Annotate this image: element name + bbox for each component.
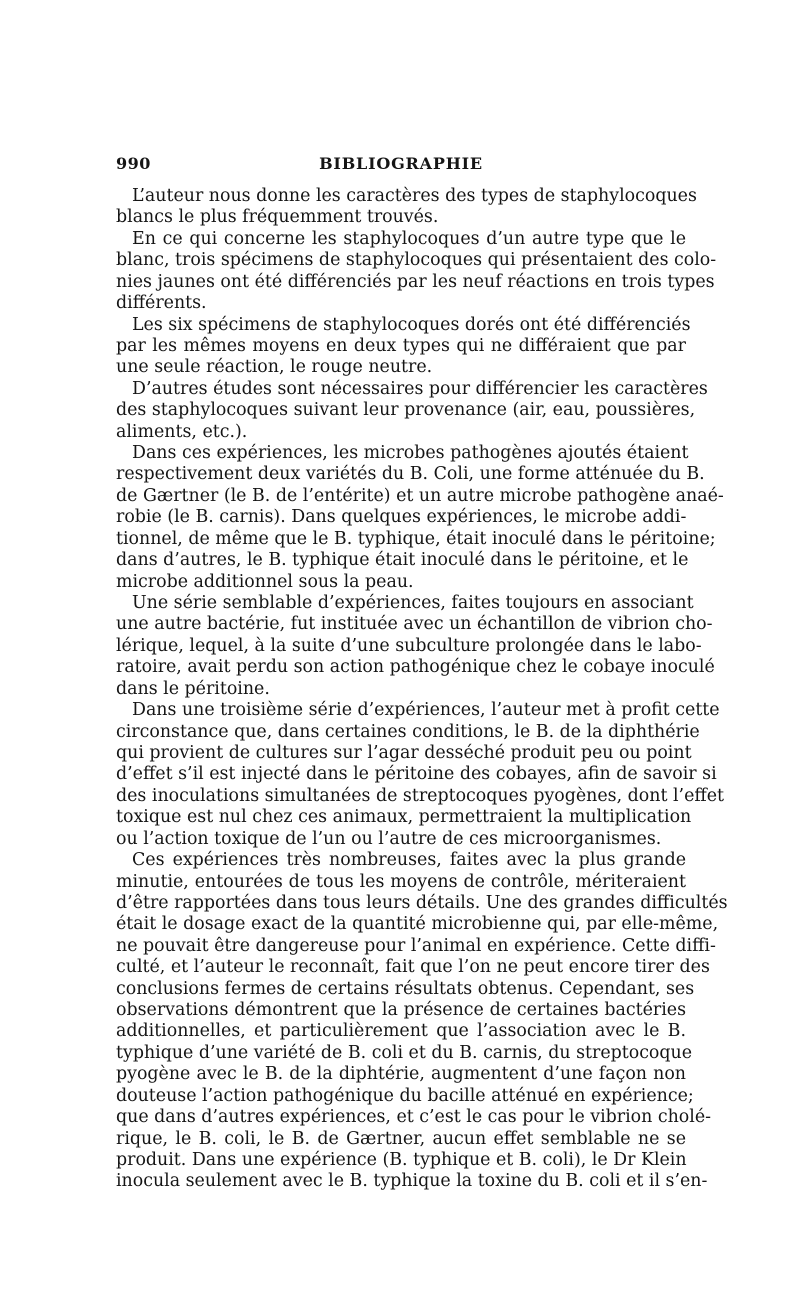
text-line: minutie, entourées de tous les moyens de contrôle, mériteraient	[116, 871, 686, 892]
text-line: ratoire, avait perdu son action pathogénique chez le cobaye inoculé	[116, 657, 715, 678]
text-line: pyogène avec le B. de la diphtérie, augmentent d’une façon non	[116, 1064, 686, 1085]
text-line: était le dosage exact de la quantité microbienne qui, par elle-même,	[116, 914, 719, 935]
page-number: 990	[116, 154, 151, 173]
text-line: nies jaunes ont été différenciés par les neuf réactions en trois types	[116, 271, 715, 292]
text-line: différents.	[116, 293, 207, 314]
text-line: Dans ces expériences, les microbes pathogènes ajoutés étaient	[132, 443, 689, 464]
text-line: typhique d’une variété de B. coli et du B. carnis, du streptocoque	[116, 1042, 693, 1063]
text-line: circonstance que, dans certaines conditions, le B. de la diphthérie	[116, 721, 700, 742]
text-line: des staphylocoques suivant leur provenance (air, eau, poussières,	[116, 400, 696, 421]
text-line: des inoculations simultanées de streptocoques pyogènes, dont l’effet	[116, 785, 724, 806]
text-line: que dans d’autres expériences, et c’est le cas pour le vibrion cholé-	[116, 1107, 711, 1128]
text-line: ne pouvait être dangereuse pour l’animal en expérience. Cette diffi-	[116, 935, 716, 956]
body-text	[116, 186, 728, 1193]
text-line: produit. Dans une expérience (B. typhique et B. coli), le Dr Klein	[116, 1149, 687, 1170]
text-line: blanc, trois spécimens de staphylocoques qui présentaient des colo-	[116, 250, 717, 271]
text-line: aliments, etc.).	[116, 421, 248, 442]
text-line: de Gærtner (le B. de l’entérite) et un autre microbe pathogène anaé-	[116, 485, 724, 506]
text-line: additionnelles, et particulièrement que l’association avec le B.	[116, 1021, 686, 1042]
text-line: observations démontrent que la présence de certaines bactéries	[116, 1000, 686, 1021]
text-line: lérique, lequel, à la suite d’une subculture prolongée dans le labo-	[116, 635, 702, 656]
text-line: qui provient de cultures sur l’agar desséché produit peu ou point	[116, 742, 692, 763]
text-line: blancs le plus fréquemment trouvés.	[116, 207, 439, 228]
text-line: dans le péritoine.	[116, 678, 270, 699]
text-line: rique, le B. coli, le B. de Gærtner, aucun effet semblable ne se	[116, 1128, 686, 1149]
text-line: Dans une troisième série d’expériences, l’auteur met à profit cette	[132, 700, 720, 721]
text-line: douteuse l’action pathogénique du bacille atténué en expérience;	[116, 1085, 694, 1106]
text-line: microbe additionnel sous la peau.	[116, 571, 414, 592]
text-line: inocula seulement avec le B. typhique la toxine du B. coli et il s’en-	[116, 1171, 708, 1192]
text-line: conclusions fermes de certains résultats obtenus. Cependant, ses	[116, 978, 695, 999]
text-line: dans d’autres, le B. typhique était inoculé dans le péritoine, et le	[116, 550, 689, 571]
text-line: tionnel, de même que le B. typhique, était inoculé dans le péritoine;	[116, 528, 716, 549]
text-line: Les six spécimens de staphylocoques dorés ont été différenciés	[132, 314, 691, 335]
text-line: toxique est nul chez ces animaux, permettraient la multiplication	[116, 807, 692, 828]
text-line: d’être rapportées dans tous leurs détails. Une des grandes difficultés	[116, 892, 728, 913]
text-line: Ces expériences très nombreuses, faites avec la plus grande	[132, 850, 686, 871]
text-line: ou l’action toxique de l’un ou l’autre de ces microorganismes.	[116, 828, 662, 849]
text-line: une seule réaction, le rouge neutre.	[116, 357, 433, 378]
running-head	[116, 154, 686, 176]
text-line: culté, et l’auteur le reconnaît, fait que l’on ne peut encore tirer des	[116, 957, 710, 978]
text-line: robie (le B. carnis). Dans quelques expériences, le microbe addi-	[116, 507, 687, 528]
text-line: d’effet s’il est injecté dans le péritoine des cobayes, afin de savoir si	[116, 764, 717, 785]
text-line: Une série semblable d’expériences, faites toujours en associant	[132, 593, 694, 614]
text-line: par les mêmes moyens en deux types qui ne différaient que par	[116, 335, 686, 356]
running-title: BIBLIOGRAPHIE	[319, 154, 483, 173]
text-line: respectivement deux variétés du B. Coli, une forme atténuée du B.	[116, 464, 705, 485]
text-line: L’auteur nous donne les caractères des types de staphylocoques	[132, 186, 697, 206]
text-line: En ce qui concerne les staphylocoques d’un autre type que le	[132, 228, 686, 249]
text-line: une autre bactérie, fut instituée avec un échantillon de vibrion cho-	[116, 614, 713, 635]
text-line: D’autres études sont nécessaires pour différencier les caractères	[132, 378, 708, 399]
